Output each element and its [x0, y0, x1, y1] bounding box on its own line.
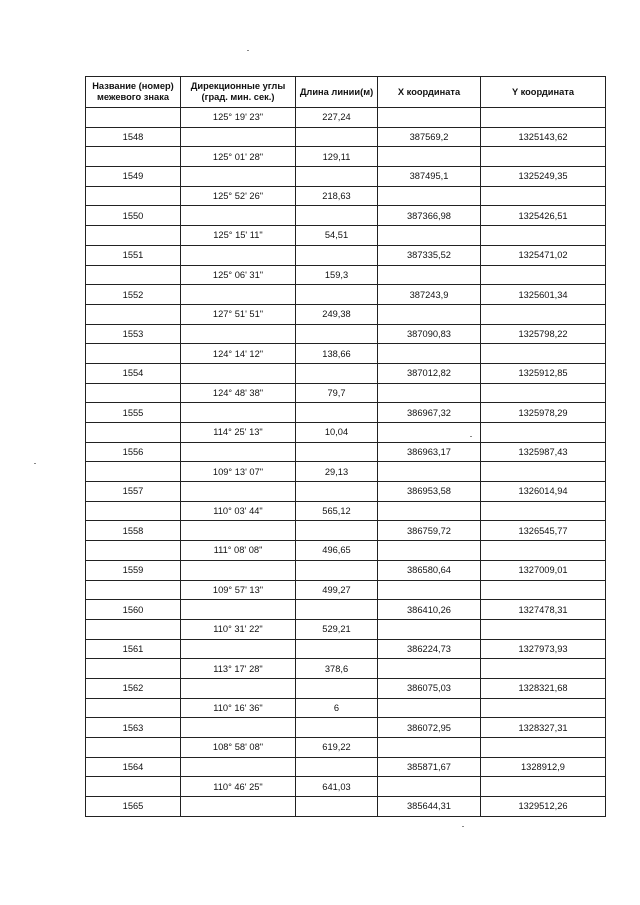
y-coordinate-cell: [481, 777, 606, 797]
marker-name-cell: 1550: [86, 206, 181, 226]
marker-name-cell: 1553: [86, 324, 181, 344]
line-length-cell: 79,7: [296, 383, 378, 403]
table-row: [86, 501, 606, 521]
y-coordinate-cell: [481, 462, 606, 482]
marker-name-cell: [86, 541, 181, 561]
line-length-cell: [296, 245, 378, 265]
direction-angle-cell: [181, 403, 296, 423]
line-length-cell: 54,51: [296, 226, 378, 246]
marker-name-cell: [86, 659, 181, 679]
x-coordinate-cell: 386759,72: [378, 521, 481, 541]
marker-name-cell: [86, 462, 181, 482]
header-direction-angle: Дирекционные углы (град. мин. сек.): [181, 77, 296, 108]
direction-angle-cell: [181, 127, 296, 147]
y-coordinate-cell: 1325601,34: [481, 285, 606, 305]
direction-angle-cell: 109° 57' 13": [181, 580, 296, 600]
line-length-cell: [296, 600, 378, 620]
table-row: [86, 521, 606, 541]
table-row: [86, 639, 606, 659]
marker-name-cell: 1562: [86, 678, 181, 698]
x-coordinate-cell: 387495,1: [378, 167, 481, 187]
marker-name-cell: 1551: [86, 245, 181, 265]
x-coordinate-cell: 387090,83: [378, 324, 481, 344]
y-coordinate-cell: 1326014,94: [481, 482, 606, 502]
marker-name-cell: [86, 344, 181, 364]
direction-angle-cell: [181, 442, 296, 462]
table-row: [86, 186, 606, 206]
y-coordinate-cell: 1329512,26: [481, 797, 606, 817]
table-row: [86, 600, 606, 620]
direction-angle-cell: 125° 01' 28": [181, 147, 296, 167]
table-row: [86, 245, 606, 265]
x-coordinate-cell: [378, 698, 481, 718]
table-row: [86, 108, 606, 128]
marker-name-cell: [86, 580, 181, 600]
direction-angle-cell: 125° 06' 31": [181, 265, 296, 285]
table-row: [86, 324, 606, 344]
line-length-cell: [296, 678, 378, 698]
direction-angle-cell: [181, 560, 296, 580]
direction-angle-cell: [181, 363, 296, 383]
x-coordinate-cell: [378, 108, 481, 128]
y-coordinate-cell: 1328912,9: [481, 757, 606, 777]
line-length-cell: [296, 560, 378, 580]
table-row: [86, 403, 606, 423]
header-line-length: Длина линии(м): [296, 77, 378, 108]
marker-name-cell: [86, 619, 181, 639]
y-coordinate-cell: 1325143,62: [481, 127, 606, 147]
y-coordinate-cell: [481, 580, 606, 600]
marker-name-cell: [86, 226, 181, 246]
line-length-cell: 10,04: [296, 423, 378, 443]
direction-angle-cell: 127° 51' 51": [181, 304, 296, 324]
x-coordinate-cell: [378, 738, 481, 758]
marker-name-cell: [86, 698, 181, 718]
table-row: [86, 206, 606, 226]
x-coordinate-cell: [378, 344, 481, 364]
x-coordinate-cell: 387569,2: [378, 127, 481, 147]
y-coordinate-cell: 1325249,35: [481, 167, 606, 187]
table-row: [86, 482, 606, 502]
y-coordinate-cell: [481, 698, 606, 718]
marker-name-cell: [86, 265, 181, 285]
x-coordinate-cell: [378, 659, 481, 679]
x-coordinate-cell: 386580,64: [378, 560, 481, 580]
marker-name-cell: [86, 304, 181, 324]
y-coordinate-cell: [481, 738, 606, 758]
scan-speck: [247, 50, 249, 51]
x-coordinate-cell: 387012,82: [378, 363, 481, 383]
y-coordinate-cell: [481, 186, 606, 206]
marker-name-cell: 1565: [86, 797, 181, 817]
x-coordinate-cell: [378, 580, 481, 600]
header-x-coordinate: X координата: [378, 77, 481, 108]
scan-speck: [470, 436, 472, 437]
header-marker-name: Название (номер) межевого знака: [86, 77, 181, 108]
line-length-cell: 496,65: [296, 541, 378, 561]
line-length-cell: 378,6: [296, 659, 378, 679]
table-body: [86, 108, 606, 817]
direction-angle-cell: 108° 58' 08": [181, 738, 296, 758]
direction-angle-cell: 110° 46' 25": [181, 777, 296, 797]
table-row: [86, 442, 606, 462]
line-length-cell: 29,13: [296, 462, 378, 482]
direction-angle-cell: 114° 25' 13": [181, 423, 296, 443]
table-row: [86, 698, 606, 718]
x-coordinate-cell: [378, 147, 481, 167]
direction-angle-cell: 113° 17' 28": [181, 659, 296, 679]
y-coordinate-cell: [481, 265, 606, 285]
line-length-cell: 565,12: [296, 501, 378, 521]
line-length-cell: [296, 167, 378, 187]
y-coordinate-cell: [481, 423, 606, 443]
table-row: [86, 560, 606, 580]
y-coordinate-cell: [481, 226, 606, 246]
direction-angle-cell: [181, 206, 296, 226]
marker-name-cell: 1552: [86, 285, 181, 305]
y-coordinate-cell: [481, 383, 606, 403]
marker-name-cell: [86, 186, 181, 206]
x-coordinate-cell: 386410,26: [378, 600, 481, 620]
table-row: [86, 678, 606, 698]
line-length-cell: [296, 324, 378, 344]
line-length-cell: [296, 285, 378, 305]
table-row: [86, 619, 606, 639]
marker-name-cell: [86, 501, 181, 521]
line-length-cell: 129,11: [296, 147, 378, 167]
x-coordinate-cell: 386953,58: [378, 482, 481, 502]
direction-angle-cell: 110° 03' 44": [181, 501, 296, 521]
table-row: [86, 285, 606, 305]
y-coordinate-cell: 1327478,31: [481, 600, 606, 620]
line-length-cell: 619,22: [296, 738, 378, 758]
marker-name-cell: 1557: [86, 482, 181, 502]
line-length-cell: [296, 127, 378, 147]
line-length-cell: 138,66: [296, 344, 378, 364]
line-length-cell: 159,3: [296, 265, 378, 285]
y-coordinate-cell: 1327009,01: [481, 560, 606, 580]
y-coordinate-cell: [481, 304, 606, 324]
y-coordinate-cell: 1325987,43: [481, 442, 606, 462]
line-length-cell: [296, 521, 378, 541]
x-coordinate-cell: [378, 777, 481, 797]
y-coordinate-cell: 1325912,85: [481, 363, 606, 383]
line-length-cell: [296, 639, 378, 659]
table-header-row: [86, 77, 606, 108]
table-row: [86, 659, 606, 679]
marker-name-cell: 1563: [86, 718, 181, 738]
marker-name-cell: [86, 423, 181, 443]
table-row: [86, 777, 606, 797]
direction-angle-cell: [181, 482, 296, 502]
table-row: [86, 462, 606, 482]
direction-angle-cell: 110° 16' 36": [181, 698, 296, 718]
line-length-cell: 218,63: [296, 186, 378, 206]
line-length-cell: 249,38: [296, 304, 378, 324]
direction-angle-cell: 125° 19' 23": [181, 108, 296, 128]
line-length-cell: [296, 797, 378, 817]
x-coordinate-cell: [378, 541, 481, 561]
marker-name-cell: 1558: [86, 521, 181, 541]
direction-angle-cell: [181, 285, 296, 305]
marker-name-cell: 1548: [86, 127, 181, 147]
table-row: [86, 423, 606, 443]
y-coordinate-cell: 1325471,02: [481, 245, 606, 265]
x-coordinate-cell: [378, 226, 481, 246]
x-coordinate-cell: [378, 304, 481, 324]
direction-angle-cell: [181, 600, 296, 620]
line-length-cell: 529,21: [296, 619, 378, 639]
marker-name-cell: [86, 147, 181, 167]
marker-name-cell: 1554: [86, 363, 181, 383]
x-coordinate-cell: [378, 383, 481, 403]
y-coordinate-cell: [481, 147, 606, 167]
table-row: [86, 304, 606, 324]
marker-name-cell: 1549: [86, 167, 181, 187]
direction-angle-cell: [181, 245, 296, 265]
table-row: [86, 541, 606, 561]
x-coordinate-cell: 386072,95: [378, 718, 481, 738]
line-length-cell: [296, 363, 378, 383]
y-coordinate-cell: [481, 344, 606, 364]
table-row: [86, 383, 606, 403]
scan-speck: [34, 463, 36, 464]
direction-angle-cell: 110° 31' 22": [181, 619, 296, 639]
y-coordinate-cell: [481, 659, 606, 679]
table-row: [86, 718, 606, 738]
y-coordinate-cell: 1327973,93: [481, 639, 606, 659]
direction-angle-cell: [181, 324, 296, 344]
line-length-cell: 499,27: [296, 580, 378, 600]
x-coordinate-cell: 385644,31: [378, 797, 481, 817]
y-coordinate-cell: 1328327,31: [481, 718, 606, 738]
marker-name-cell: 1560: [86, 600, 181, 620]
boundary-coordinates-table: [85, 76, 606, 817]
direction-angle-cell: 125° 15' 11": [181, 226, 296, 246]
y-coordinate-cell: 1325426,51: [481, 206, 606, 226]
direction-angle-cell: 124° 14' 12": [181, 344, 296, 364]
table-row: [86, 797, 606, 817]
y-coordinate-cell: [481, 501, 606, 521]
line-length-cell: 641,03: [296, 777, 378, 797]
y-coordinate-cell: 1325798,22: [481, 324, 606, 344]
table-row: [86, 226, 606, 246]
marker-name-cell: 1555: [86, 403, 181, 423]
x-coordinate-cell: 386967,32: [378, 403, 481, 423]
y-coordinate-cell: 1328321,68: [481, 678, 606, 698]
direction-angle-cell: [181, 757, 296, 777]
marker-name-cell: 1561: [86, 639, 181, 659]
marker-name-cell: [86, 383, 181, 403]
table-row: [86, 580, 606, 600]
line-length-cell: [296, 757, 378, 777]
table-row: [86, 738, 606, 758]
line-length-cell: [296, 482, 378, 502]
line-length-cell: 227,24: [296, 108, 378, 128]
marker-name-cell: 1559: [86, 560, 181, 580]
x-coordinate-cell: [378, 462, 481, 482]
x-coordinate-cell: [378, 265, 481, 285]
table-row: [86, 265, 606, 285]
marker-name-cell: [86, 108, 181, 128]
line-length-cell: [296, 442, 378, 462]
header-y-coordinate: Y координата: [481, 77, 606, 108]
direction-angle-cell: [181, 718, 296, 738]
table-row: [86, 127, 606, 147]
marker-name-cell: [86, 777, 181, 797]
marker-name-cell: [86, 738, 181, 758]
x-coordinate-cell: 385871,67: [378, 757, 481, 777]
y-coordinate-cell: [481, 541, 606, 561]
y-coordinate-cell: [481, 108, 606, 128]
x-coordinate-cell: 386075,03: [378, 678, 481, 698]
line-length-cell: [296, 718, 378, 738]
direction-angle-cell: [181, 678, 296, 698]
x-coordinate-cell: 387243,9: [378, 285, 481, 305]
x-coordinate-cell: [378, 423, 481, 443]
line-length-cell: [296, 403, 378, 423]
y-coordinate-cell: 1325978,29: [481, 403, 606, 423]
line-length-cell: 6: [296, 698, 378, 718]
marker-name-cell: 1556: [86, 442, 181, 462]
line-length-cell: [296, 206, 378, 226]
scan-speck: [462, 826, 464, 827]
table-row: [86, 363, 606, 383]
direction-angle-cell: 124° 48' 38": [181, 383, 296, 403]
x-coordinate-cell: [378, 501, 481, 521]
y-coordinate-cell: 1326545,77: [481, 521, 606, 541]
direction-angle-cell: 111° 08' 08": [181, 541, 296, 561]
x-coordinate-cell: [378, 619, 481, 639]
x-coordinate-cell: [378, 186, 481, 206]
direction-angle-cell: [181, 521, 296, 541]
table-row: [86, 344, 606, 364]
x-coordinate-cell: 387366,98: [378, 206, 481, 226]
table-row: [86, 167, 606, 187]
direction-angle-cell: [181, 797, 296, 817]
table-row: [86, 147, 606, 167]
direction-angle-cell: [181, 639, 296, 659]
marker-name-cell: 1564: [86, 757, 181, 777]
direction-angle-cell: 125° 52' 26": [181, 186, 296, 206]
direction-angle-cell: [181, 167, 296, 187]
x-coordinate-cell: 387335,52: [378, 245, 481, 265]
table-row: [86, 757, 606, 777]
y-coordinate-cell: [481, 619, 606, 639]
x-coordinate-cell: 386963,17: [378, 442, 481, 462]
x-coordinate-cell: 386224,73: [378, 639, 481, 659]
direction-angle-cell: 109° 13' 07": [181, 462, 296, 482]
